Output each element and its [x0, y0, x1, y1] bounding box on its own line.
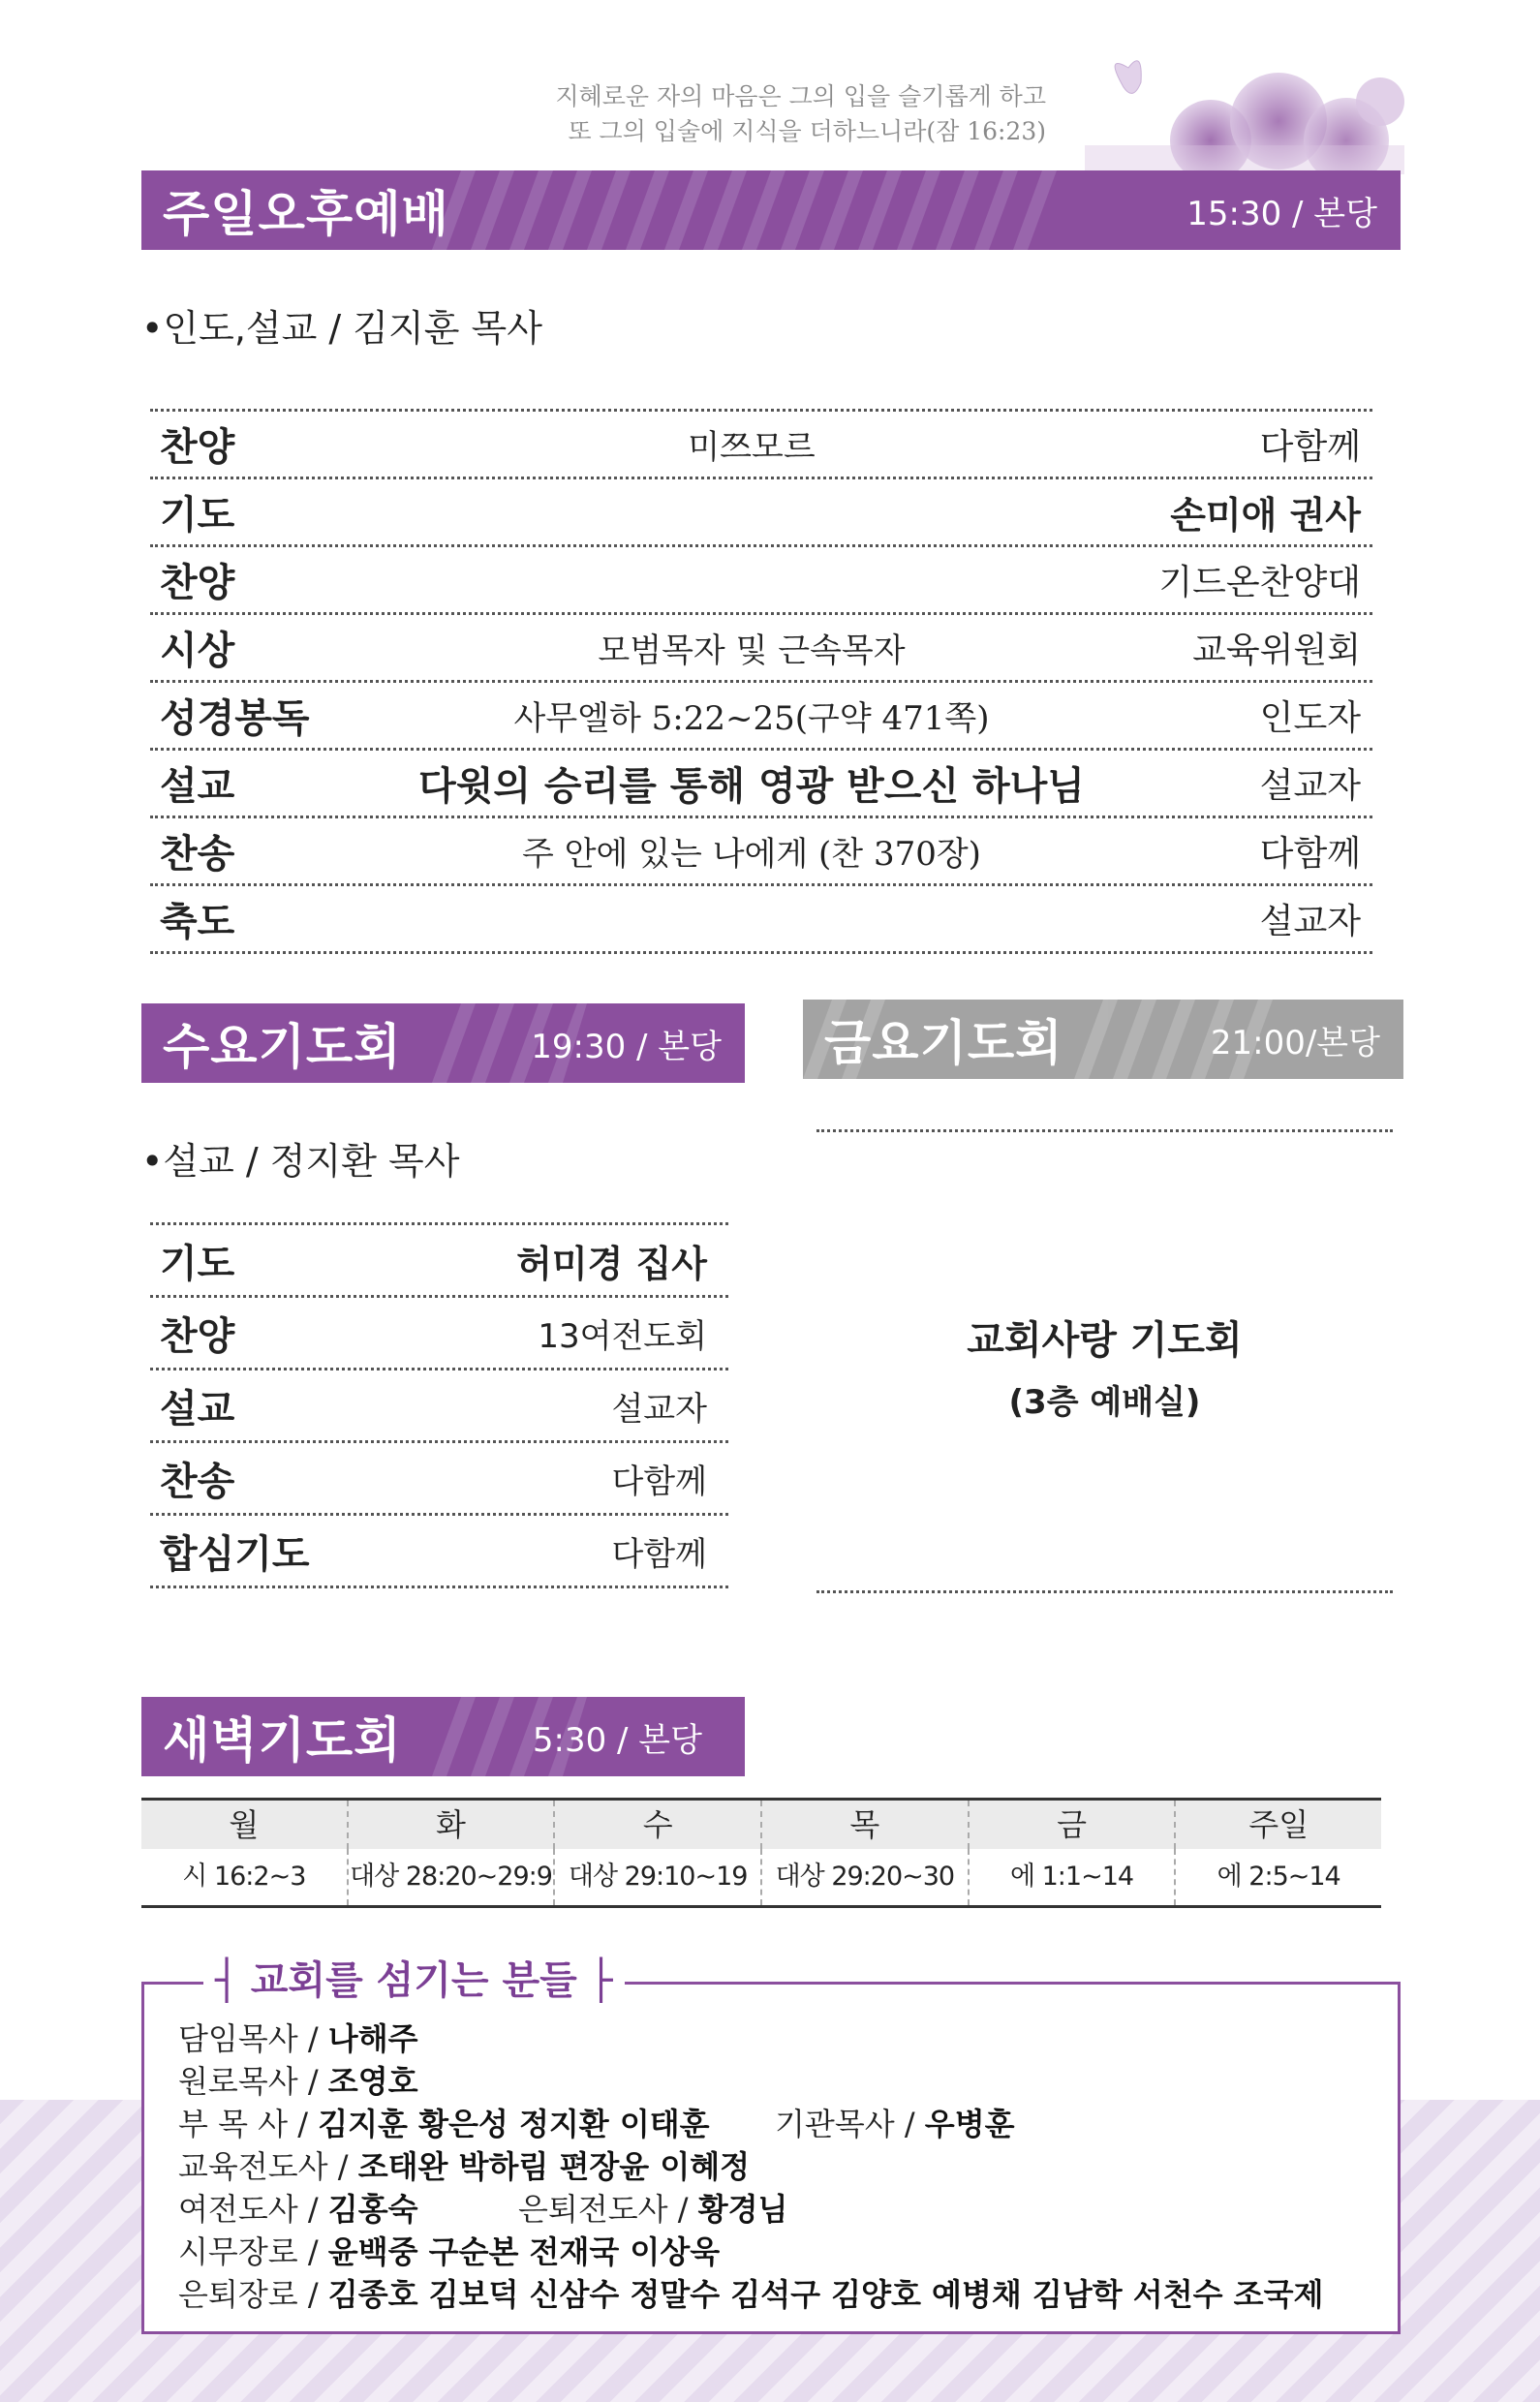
wednesday-leader: •설교 / 정지환 목사 [141, 1140, 460, 1183]
role: 부 목 사 / [178, 2106, 309, 2142]
dawn-prayer-header [141, 1697, 745, 1776]
program-item-content: 사무엘하 5:22~25(구약 471쪽) [513, 699, 990, 738]
program-item-person: 기드온찬양대 [1158, 563, 1361, 602]
program-item-person: 인도자 [1259, 698, 1361, 738]
program-item-person: 13여전도회 [538, 1316, 707, 1356]
program-item-person: 다함께 [1259, 427, 1361, 467]
wednesday-prayer-title: 수요기도회 [163, 1019, 402, 1075]
staff-title [203, 1958, 625, 2003]
program-item-person: 설교자 [1259, 766, 1361, 806]
program-item-label: 찬송 [160, 832, 235, 877]
sunday-service-title: 주일오후예배 [163, 186, 449, 242]
staff-associate-pastors [178, 2104, 710, 2144]
bible-verse [407, 79, 1046, 149]
friday-prayer-title: 금요기도회 [824, 1015, 1063, 1071]
names: 김지훈 황은성 정지환 이태훈 [318, 2106, 710, 2142]
friday-bottom-divider [816, 1590, 1393, 1593]
friday-prayer-place: (3층 예배실) [1008, 1383, 1201, 1422]
program-row [150, 615, 1372, 683]
sunday-service-time: 15:30 / 본당 [1186, 194, 1377, 233]
program-row [150, 547, 1372, 615]
program-item-content: 다윗의 승리를 통해 영광 받으신 하나님 [418, 763, 1085, 809]
program-item-content: 주 안에 있는 나에게 (찬 370장) [522, 835, 981, 874]
program-item-person: 다함께 [1259, 834, 1361, 874]
names: 김종호 김보덕 신삼수 정말수 김석구 김양호 예병채 김남학 서천수 조국제 [327, 2276, 1324, 2313]
day-header-cell: 수 [555, 1801, 762, 1849]
program-item-label: 기도 [160, 493, 235, 538]
friday-top-divider [816, 1129, 1393, 1132]
program-row [150, 1225, 728, 1298]
friday-prayer-header [803, 1000, 1403, 1079]
program-item-person: 설교자 [611, 1389, 707, 1429]
program-item-person: 교육위원회 [1192, 631, 1361, 670]
title-tick-right: ├ [576, 1958, 613, 2003]
sunday-service-header [141, 170, 1401, 250]
reading-cell: 에 1:1~14 [970, 1849, 1177, 1905]
program-row [150, 1443, 728, 1516]
role: 담임목사 / [178, 2020, 319, 2057]
day-header-cell: 금 [970, 1801, 1177, 1849]
verse-line-1: 지혜로운 자의 마음은 그의 입을 슬기롭게 하고 [555, 82, 1046, 110]
program-row [150, 683, 1372, 751]
names: 황경님 [697, 2191, 788, 2228]
day-header-cell: 화 [349, 1801, 556, 1849]
program-item-content: 미쯔모르 [688, 428, 816, 467]
staff-emeritus-pastor [178, 2061, 418, 2102]
role: 은퇴장로 / [178, 2276, 319, 2313]
day-header-cell: 목 [762, 1801, 970, 1849]
sunday-leader: •인도,설교 / 김지훈 목사 [141, 307, 542, 350]
reading-cell: 대상 28:20~29:9 [349, 1849, 556, 1905]
staff-senior-pastor [178, 2018, 418, 2059]
names: 김홍숙 [327, 2191, 418, 2228]
flower-butterfly-illustration [1085, 48, 1404, 174]
reading-cell: 대상 29:10~19 [555, 1849, 762, 1905]
reading-cell: 에 2:5~14 [1217, 1862, 1340, 1892]
program-row [150, 1516, 728, 1588]
program-item-content: 모범목자 및 근속목자 [598, 631, 906, 670]
names: 윤백중 구순본 전재국 이상욱 [327, 2233, 721, 2270]
program-item-label: 기도 [160, 1241, 235, 1286]
program-item-person: 설교자 [1259, 902, 1361, 941]
program-row [150, 479, 1372, 547]
names: 조영호 [327, 2063, 418, 2100]
names: 나해주 [327, 2020, 418, 2057]
day-header-cell: 주일 [1248, 1806, 1309, 1843]
wednesday-program [150, 1222, 728, 1588]
staff-active-elders [178, 2232, 720, 2272]
role: 기관목사 / [775, 2106, 915, 2142]
program-row [150, 412, 1372, 479]
program-row [150, 886, 1372, 954]
title-tick-left: ┤ [215, 1958, 251, 2003]
program-item-label: 합심기도 [160, 1531, 310, 1577]
program-item-label: 설교 [160, 1386, 235, 1432]
role: 교육전도사 / [178, 2148, 349, 2185]
names: 우병훈 [924, 2106, 1015, 2142]
dawn-days-row [141, 1801, 1381, 1849]
dawn-reading-table [141, 1798, 1381, 1908]
program-row [150, 818, 1372, 886]
program-item-person: 다함께 [611, 1462, 707, 1501]
program-row [150, 1370, 728, 1443]
role: 여전도사 / [178, 2191, 319, 2228]
verse-line-2: 또 그의 입술에 지식을 더하느니라(잠 16:23) [568, 117, 1046, 145]
wednesday-prayer-header [141, 1003, 745, 1083]
program-item-label: 성경봉독 [160, 696, 310, 741]
staff-institution-pastor [775, 2104, 1015, 2144]
role: 원로목사 / [178, 2063, 319, 2100]
dawn-prayer-title: 새벽기도회 [163, 1712, 402, 1769]
program-row [150, 1298, 728, 1370]
dawn-prayer-time: 5:30 / 본당 [532, 1720, 702, 1760]
program-item-label: 찬송 [160, 1459, 235, 1504]
reading-cell: 시 16:2~3 [141, 1849, 349, 1905]
staff-retired-elders [178, 2274, 1323, 2315]
reading-cell: 대상 29:20~30 [762, 1849, 970, 1905]
program-item-person: 손미애 권사 [1170, 494, 1361, 537]
program-item-person: 허미경 집사 [516, 1242, 707, 1285]
program-item-label: 축도 [160, 900, 235, 944]
dawn-readings-row [141, 1849, 1381, 1905]
program-item-label: 시상 [160, 629, 235, 673]
staff-education-evangelists [178, 2146, 750, 2187]
program-item-person: 다함께 [611, 1534, 707, 1574]
program-item-label: 설교 [160, 764, 235, 809]
staff-female-evangelist [178, 2189, 418, 2230]
staff-title-text: 교회를 섬기는 분들 [250, 1958, 577, 2003]
sunday-program [150, 409, 1372, 954]
names: 조태완 박하림 편장윤 이혜정 [357, 2148, 751, 2185]
program-item-label: 찬양 [160, 425, 235, 470]
role: 시무장로 / [178, 2233, 319, 2270]
staff-retired-evangelist [518, 2189, 787, 2230]
day-header-cell: 월 [141, 1801, 349, 1849]
program-item-label: 찬양 [160, 1313, 235, 1359]
role: 은퇴전도사 / [518, 2191, 689, 2228]
program-item-label: 찬양 [160, 561, 235, 605]
friday-prayer-name: 교회사랑 기도회 [967, 1318, 1243, 1363]
header-stripes [432, 170, 1100, 250]
friday-prayer-time: 21:00/본당 [1210, 1023, 1380, 1062]
program-row [150, 751, 1372, 818]
wednesday-prayer-time: 19:30 / 본당 [531, 1027, 722, 1066]
